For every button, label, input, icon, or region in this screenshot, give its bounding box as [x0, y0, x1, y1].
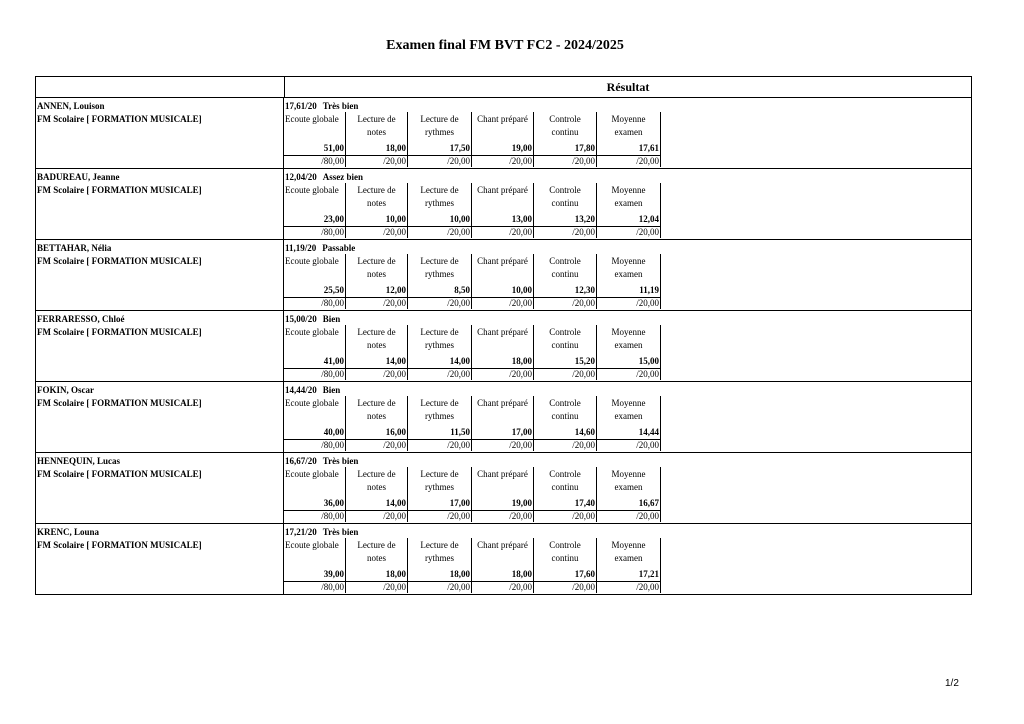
result-score: 17,61/20 [285, 101, 317, 111]
score-label: Lecture de notes [357, 256, 396, 279]
score-cell [597, 254, 661, 309]
score-cell [346, 183, 408, 238]
score-value: 17,61 [638, 143, 659, 153]
score-max: /20,00 [597, 439, 660, 451]
student-course: FM Scolaire [ FORMATION MUSICALE] [37, 114, 202, 124]
score-max: /20,00 [472, 226, 533, 238]
score-value: 17,60 [574, 569, 595, 579]
score-value: 36,00 [323, 498, 344, 508]
table-row [36, 98, 971, 169]
score-label: Chant préparé [477, 256, 528, 266]
score-max: /80,00 [284, 439, 345, 451]
score-value: 10,00 [449, 214, 470, 224]
score-cell [534, 396, 597, 451]
score-cell [284, 325, 346, 380]
score-label: Moyenne examen [611, 398, 646, 421]
score-columns [284, 183, 661, 238]
result-mention: Très bien [322, 456, 359, 466]
score-cell [346, 254, 408, 309]
score-value: 25,50 [323, 285, 344, 295]
score-max: /20,00 [534, 581, 596, 593]
student-course: FM Scolaire [ FORMATION MUSICALE] [37, 469, 202, 479]
score-value: 17,00 [511, 427, 532, 437]
score-max: /20,00 [346, 581, 407, 593]
overall-result [285, 526, 358, 538]
student-name: KRENC, Louna [37, 527, 100, 537]
result-score: 11,19/20 [285, 243, 317, 253]
score-label: Controle continu [549, 398, 581, 421]
score-max: /20,00 [408, 439, 471, 451]
table-row [36, 382, 971, 453]
score-label: Ecoute globale [285, 540, 339, 550]
result-mention: Passable [322, 243, 356, 253]
score-max: /20,00 [346, 155, 407, 167]
score-value: 14,00 [385, 498, 406, 508]
result-header: Résultat [606, 80, 650, 94]
results-table [35, 76, 972, 595]
score-cell [346, 467, 408, 522]
score-label: Ecoute globale [285, 185, 339, 195]
overall-result [285, 455, 358, 467]
score-label: Moyenne examen [611, 256, 646, 279]
score-label: Chant préparé [477, 114, 528, 124]
score-label: Moyenne examen [611, 114, 646, 137]
score-label: Ecoute globale [285, 469, 339, 479]
score-label: Lecture de notes [357, 540, 396, 563]
student-results [284, 240, 971, 310]
score-label: Ecoute globale [285, 114, 339, 124]
student-info [36, 382, 284, 452]
score-max: /20,00 [346, 510, 407, 522]
overall-result [285, 313, 340, 325]
score-cell [597, 467, 661, 522]
score-max: /20,00 [346, 297, 407, 309]
score-value: 16,00 [385, 427, 406, 437]
student-info [36, 169, 284, 239]
score-cell [534, 538, 597, 593]
score-label: Lecture de rythmes [420, 327, 459, 350]
score-label: Moyenne examen [611, 185, 646, 208]
score-value: 14,00 [449, 356, 470, 366]
score-value: 18,00 [511, 356, 532, 366]
score-cell [472, 396, 534, 451]
score-cell [534, 325, 597, 380]
score-label: Chant préparé [477, 327, 528, 337]
score-cell [534, 467, 597, 522]
score-max: /20,00 [534, 297, 596, 309]
score-cell [346, 538, 408, 593]
page-title: Examen final FM BVT FC2 - 2024/2025 [386, 38, 624, 53]
score-cell [534, 183, 597, 238]
score-label: Controle continu [549, 256, 581, 279]
score-cell [284, 538, 346, 593]
student-info [36, 98, 284, 168]
student-info [36, 524, 284, 594]
score-value: 8,50 [454, 285, 470, 295]
score-value: 19,00 [511, 498, 532, 508]
score-max: /20,00 [597, 368, 660, 380]
score-label: Ecoute globale [285, 256, 339, 266]
score-label: Lecture de rythmes [420, 256, 459, 279]
score-cell [284, 183, 346, 238]
score-cell [597, 325, 661, 380]
score-label: Moyenne examen [611, 469, 646, 492]
table-header [36, 77, 971, 98]
score-cell [284, 396, 346, 451]
score-columns [284, 538, 661, 593]
result-mention: Très bien [322, 527, 359, 537]
score-label: Lecture de rythmes [420, 185, 459, 208]
student-info [36, 240, 284, 310]
score-value: 12,00 [385, 285, 406, 295]
score-max: /80,00 [284, 226, 345, 238]
score-max: /20,00 [534, 155, 596, 167]
score-max: /20,00 [346, 226, 407, 238]
score-max: /80,00 [284, 155, 345, 167]
score-cell [472, 254, 534, 309]
score-value: 14,44 [638, 427, 659, 437]
result-mention: Bien [322, 385, 341, 395]
score-value: 17,50 [449, 143, 470, 153]
score-max: /80,00 [284, 581, 345, 593]
score-columns [284, 467, 661, 522]
score-max: /20,00 [472, 510, 533, 522]
score-label: Controle continu [549, 540, 581, 563]
score-value: 18,00 [385, 569, 406, 579]
score-cell [408, 538, 472, 593]
score-label: Lecture de notes [357, 185, 396, 208]
score-label: Chant préparé [477, 540, 528, 550]
score-label: Controle continu [549, 185, 581, 208]
score-cell [472, 112, 534, 167]
score-cell [284, 112, 346, 167]
score-value: 41,00 [323, 356, 344, 366]
table-row [36, 169, 971, 240]
student-course: FM Scolaire [ FORMATION MUSICALE] [37, 185, 202, 195]
score-max: /20,00 [472, 155, 533, 167]
student-name: BADUREAU, Jeanne [37, 172, 120, 182]
score-label: Moyenne examen [611, 327, 646, 350]
student-course: FM Scolaire [ FORMATION MUSICALE] [37, 398, 202, 408]
score-label: Lecture de rythmes [420, 540, 459, 563]
score-max: /20,00 [534, 510, 596, 522]
score-value: 18,00 [449, 569, 470, 579]
score-label: Lecture de notes [357, 398, 396, 421]
score-value: 15,20 [574, 356, 595, 366]
result-score: 15,00/20 [285, 314, 317, 324]
score-cell [597, 112, 661, 167]
student-results [284, 382, 971, 452]
score-value: 14,60 [574, 427, 595, 437]
score-cell [472, 467, 534, 522]
score-max: /20,00 [472, 297, 533, 309]
overall-result [285, 384, 340, 396]
score-max: /20,00 [472, 368, 533, 380]
score-max: /20,00 [346, 368, 407, 380]
score-value: 18,00 [385, 143, 406, 153]
score-value: 17,40 [574, 498, 595, 508]
score-cell [408, 183, 472, 238]
score-columns [284, 254, 661, 309]
score-value: 18,00 [511, 569, 532, 579]
student-name: FERRARESSO, Chloé [37, 314, 125, 324]
score-cell [597, 183, 661, 238]
student-name: FOKIN, Oscar [37, 385, 94, 395]
score-value: 40,00 [323, 427, 344, 437]
score-label: Lecture de notes [357, 469, 396, 492]
score-max: /20,00 [534, 226, 596, 238]
score-label: Lecture de notes [357, 327, 396, 350]
student-name: ANNEN, Louison [37, 101, 105, 111]
score-value: 13,20 [574, 214, 595, 224]
score-value: 17,00 [449, 498, 470, 508]
score-max: /20,00 [408, 155, 471, 167]
table-row [36, 524, 971, 594]
header-blank-cell [36, 77, 285, 97]
score-max: /20,00 [472, 439, 533, 451]
result-score: 12,04/20 [285, 172, 317, 182]
result-mention: Assez bien [322, 172, 364, 182]
result-score: 14,44/20 [285, 385, 317, 395]
score-max: /20,00 [408, 226, 471, 238]
score-max: /20,00 [408, 368, 471, 380]
score-label: Ecoute globale [285, 327, 339, 337]
result-score: 17,21/20 [285, 527, 317, 537]
score-value: 12,30 [574, 285, 595, 295]
score-value: 23,00 [323, 214, 344, 224]
score-value: 39,00 [323, 569, 344, 579]
score-label: Controle continu [549, 114, 581, 137]
student-info [36, 453, 284, 523]
score-cell [472, 183, 534, 238]
student-info [36, 311, 284, 381]
student-course: FM Scolaire [ FORMATION MUSICALE] [37, 256, 202, 266]
score-max: /20,00 [597, 510, 660, 522]
score-label: Chant préparé [477, 398, 528, 408]
table-row [36, 453, 971, 524]
score-max: /20,00 [534, 439, 596, 451]
score-cell [284, 467, 346, 522]
table-row [36, 311, 971, 382]
score-value: 19,00 [511, 143, 532, 153]
overall-result [285, 171, 363, 183]
score-max: /20,00 [408, 581, 471, 593]
score-cell [408, 467, 472, 522]
student-results [284, 524, 971, 594]
student-results [284, 311, 971, 381]
student-results [284, 453, 971, 523]
score-value: 14,00 [385, 356, 406, 366]
score-label: Controle continu [549, 327, 581, 350]
score-label: Lecture de notes [357, 114, 396, 137]
score-value: 11,50 [450, 427, 470, 437]
student-name: BETTAHAR, Nélia [37, 243, 112, 253]
score-label: Lecture de rythmes [420, 469, 459, 492]
score-max: /20,00 [597, 155, 660, 167]
score-columns [284, 396, 661, 451]
score-value: 10,00 [511, 285, 532, 295]
score-cell [472, 538, 534, 593]
score-cell [284, 254, 346, 309]
student-rows [36, 98, 971, 594]
score-value: 16,67 [638, 498, 659, 508]
score-max: /20,00 [408, 510, 471, 522]
student-results [284, 98, 971, 168]
score-value: 17,21 [638, 569, 659, 579]
score-max: /80,00 [284, 368, 345, 380]
score-value: 10,00 [385, 214, 406, 224]
score-max: /20,00 [597, 581, 660, 593]
score-label: Chant préparé [477, 469, 528, 479]
score-columns [284, 325, 661, 380]
score-value: 12,04 [638, 214, 659, 224]
result-score: 16,67/20 [285, 456, 317, 466]
score-value: 15,00 [638, 356, 659, 366]
score-value: 17,80 [574, 143, 595, 153]
score-cell [408, 396, 472, 451]
score-label: Lecture de rythmes [420, 114, 459, 137]
student-name: HENNEQUIN, Lucas [37, 456, 121, 466]
score-max: /20,00 [597, 226, 660, 238]
score-cell [472, 325, 534, 380]
score-label: Controle continu [549, 469, 581, 492]
score-cell [346, 112, 408, 167]
score-cell [346, 325, 408, 380]
overall-result [285, 100, 358, 112]
score-value: 13,00 [511, 214, 532, 224]
score-max: /20,00 [472, 581, 533, 593]
student-course: FM Scolaire [ FORMATION MUSICALE] [37, 327, 202, 337]
score-label: Ecoute globale [285, 398, 339, 408]
score-cell [534, 112, 597, 167]
score-cell [346, 396, 408, 451]
result-mention: Bien [322, 314, 341, 324]
score-max: /20,00 [408, 297, 471, 309]
score-max: /80,00 [284, 510, 345, 522]
score-max: /20,00 [534, 368, 596, 380]
score-max: /80,00 [284, 297, 345, 309]
score-max: /20,00 [597, 297, 660, 309]
student-results [284, 169, 971, 239]
score-cell [408, 325, 472, 380]
score-cell [534, 254, 597, 309]
score-cell [597, 538, 661, 593]
result-mention: Très bien [322, 101, 359, 111]
score-cell [597, 396, 661, 451]
score-value: 11,19 [639, 285, 659, 295]
overall-result [285, 242, 355, 254]
score-value: 51,00 [323, 143, 344, 153]
table-row [36, 240, 971, 311]
score-max: /20,00 [346, 439, 407, 451]
score-label: Chant préparé [477, 185, 528, 195]
score-cell [408, 112, 472, 167]
page-number: 1/2 [945, 678, 959, 689]
score-label: Lecture de rythmes [420, 398, 459, 421]
student-course: FM Scolaire [ FORMATION MUSICALE] [37, 540, 202, 550]
score-label: Moyenne examen [611, 540, 646, 563]
score-columns [284, 112, 661, 167]
score-cell [408, 254, 472, 309]
